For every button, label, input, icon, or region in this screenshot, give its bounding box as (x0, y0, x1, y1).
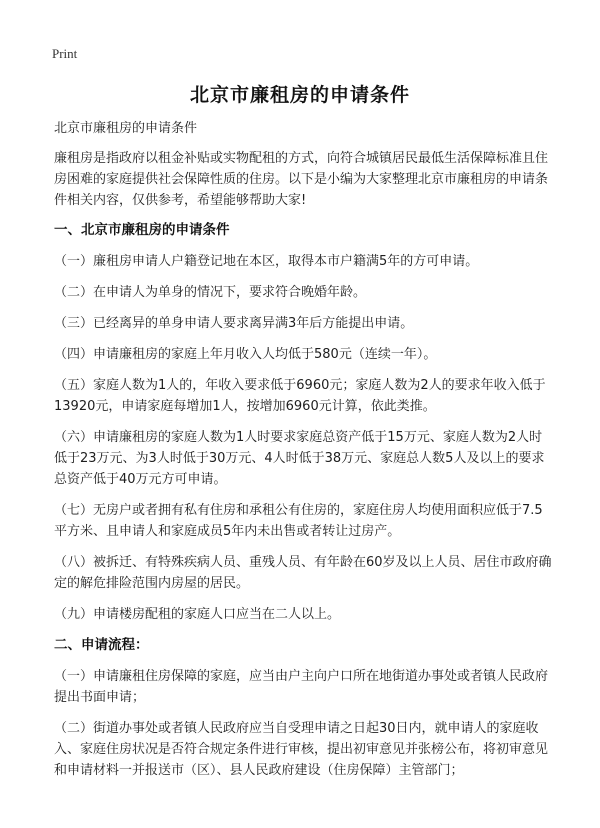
condition-item-7: （七）无房户或者拥有私有住房和承租公有住房的，家庭住房人均使用面积应低于7.5平方米、且申请人和家庭成员5年内未出售或者转让过房产。 (54, 503, 543, 539)
print-link[interactable]: Print (52, 46, 78, 61)
condition-item-1: （一）廉租房申请人户籍登记地在本区，取得本市户籍满5年的方可申请。 (54, 254, 479, 269)
section-heading-conditions: 一、北京市廉租房的申请条件 (54, 222, 230, 238)
condition-item-2: （二）在申请人为单身的情况下，要求符合晚婚年龄。 (54, 285, 367, 300)
section-heading-process: 二、申请流程： (54, 637, 149, 653)
page-title: 北京市廉租房的申请条件 (189, 84, 410, 106)
condition-item-8: （八）被拆迁、有特殊疾病人员、重残人员、有年龄在60岁及以上人员、居住市政府确定的解危排险范围内房屋的居民。 (54, 555, 552, 591)
process-item-2: （二）街道办事处或者镇人民政府应当自受理申请之日起30日内，就申请人的家庭收入、家庭住房状况是否符合规定条件进行审核，提出初审意见并张榜公布，将初审意见和申请材料一并报送市（区）、县人民政府建设（住房保障）主管部门； (54, 721, 549, 778)
process-item-1: （一）申请廉租住房保障的家庭，应当由户主向户口所在地街道办事处或者镇人民政府提出书面申请； (54, 669, 549, 705)
condition-item-4: （四）申请廉租房的家庭上年月收入人均低于580元（连续一年）。 (54, 347, 437, 362)
condition-item-6: （六）申请廉租房的家庭人数为1人时要求家庭总资产低于15万元、家庭人数为2人时低于23万元、为3人时低于30万元、4人时低于38万元、家庭总人数5人及以上的要求总资产低于40万元方可申请。 (54, 430, 545, 487)
condition-item-5: （五）家庭人数为1人的，年收入要求低于6960元；家庭人数为2人的要求年收入低于13920元，申请家庭每增加1人，按增加6960元计算，依此类推。 (54, 378, 546, 414)
article-body (54, 118, 552, 791)
condition-item-9: （九）申请楼房配租的家庭人口应当在二人以上。 (54, 607, 341, 622)
condition-item-3: （三）已经离异的单身申请人要求离异满3年后方能提出申请。 (54, 316, 414, 331)
intro-paragraph: 廉租房是指政府以租金补贴或实物配租的方式，向符合城镇居民最低生活保障标准且住房困难的家庭提供社会保障性质的住房。以下是小编为大家整理北京市廉租房的申请条件相关内容，仅供参考，希望能够帮助大家! (54, 151, 549, 208)
article-subtitle: 北京市廉租房的申请条件 (54, 121, 198, 136)
